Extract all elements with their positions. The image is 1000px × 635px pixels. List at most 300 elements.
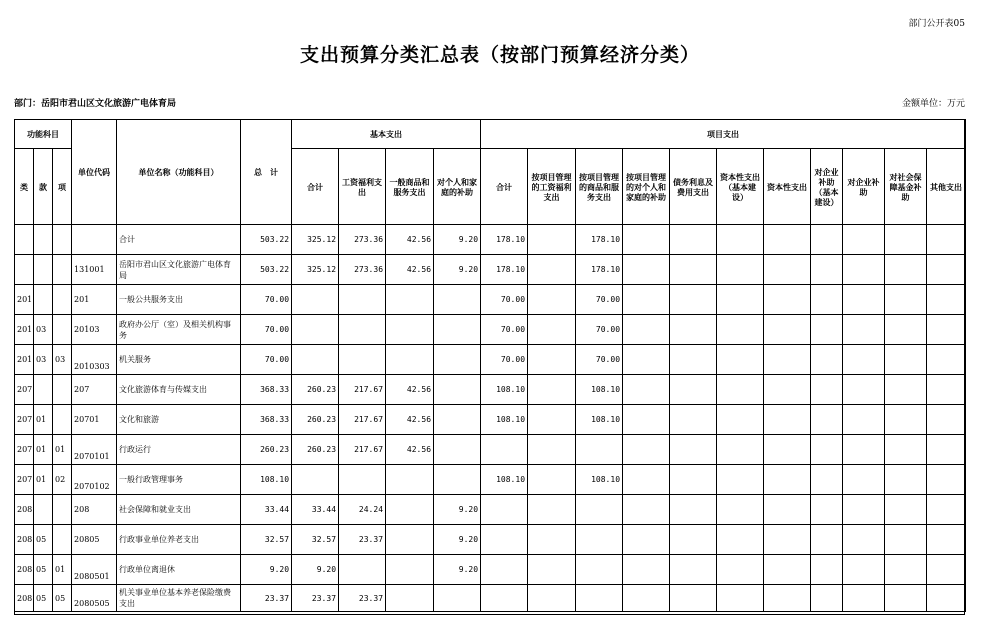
cell-project-social	[885, 315, 927, 345]
cell-project-capital-basic	[717, 375, 764, 405]
cell-kuan	[34, 255, 53, 285]
cell-project-enterprise	[843, 315, 885, 345]
cell-project-enterprise-basic	[811, 225, 843, 255]
cell-project-capital	[764, 345, 811, 375]
cell-unit-name: 社会保障和就业支出	[117, 495, 241, 525]
cell-xiang	[53, 225, 72, 255]
cell-basic-salary	[339, 555, 386, 585]
cell-basic-goods	[386, 315, 434, 345]
cell-basic-salary: 273.36	[339, 255, 386, 285]
cell-project-goods	[576, 555, 623, 585]
cell-basic-salary: 23.37	[339, 585, 386, 612]
cell-xiang: 01	[53, 555, 72, 585]
cell-project-capital-basic	[717, 465, 764, 495]
cell-project-enterprise	[843, 495, 885, 525]
cell-unit-name: 岳阳市君山区文化旅游广电体育局	[117, 255, 241, 285]
cell-basic-goods	[386, 555, 434, 585]
cell-basic-salary: 23.37	[339, 525, 386, 555]
cell-total: 33.44	[241, 495, 292, 525]
cell-project-personal	[623, 285, 670, 315]
cell-project-debt	[670, 375, 717, 405]
cell-project-social	[885, 555, 927, 585]
cell-project-capital	[764, 255, 811, 285]
cell-project-debt	[670, 585, 717, 612]
cell-project-enterprise	[843, 525, 885, 555]
header-project-expenditure: 项目支出	[481, 120, 966, 149]
header-project-enterprise: 对企业补助	[843, 149, 885, 225]
cell-basic-personal	[434, 405, 481, 435]
cell-project-personal	[623, 225, 670, 255]
header-basic-personal: 对个人和家庭的补助	[434, 149, 481, 225]
cell-project-other	[927, 495, 966, 525]
cell-project-salary	[528, 435, 576, 465]
cell-lei: 207	[15, 435, 34, 465]
cell-project-goods: 70.00	[576, 315, 623, 345]
cell-unit-code: 2080501	[72, 555, 117, 585]
cell-project-other	[927, 435, 966, 465]
cell-basic-goods	[386, 525, 434, 555]
cell-basic-personal	[434, 345, 481, 375]
cell-project-social	[885, 285, 927, 315]
header-unit-code: 单位代码	[72, 120, 117, 225]
cell-total: 503.22	[241, 225, 292, 255]
cell-total: 368.33	[241, 375, 292, 405]
cell-kuan	[34, 495, 53, 525]
cell-unit-code: 201	[72, 285, 117, 315]
cell-project-capital	[764, 285, 811, 315]
cell-project-personal	[623, 555, 670, 585]
cell-unit-name: 机关事业单位基本养老保险缴费支出	[117, 585, 241, 612]
header-lei: 类	[15, 149, 34, 225]
cell-project-debt	[670, 525, 717, 555]
cell-unit-name: 政府办公厅（室）及相关机构事务	[117, 315, 241, 345]
cell-project-capital	[764, 465, 811, 495]
cell-project-goods: 178.10	[576, 225, 623, 255]
cell-project-enterprise	[843, 435, 885, 465]
cell-total: 70.00	[241, 345, 292, 375]
cell-kuan	[34, 375, 53, 405]
cell-basic-sum	[292, 345, 339, 375]
cell-project-capital-basic	[717, 495, 764, 525]
cell-project-sum	[481, 435, 528, 465]
cell-project-capital	[764, 495, 811, 525]
cell-kuan	[34, 285, 53, 315]
cell-project-sum	[481, 495, 528, 525]
cell-total: 260.23	[241, 435, 292, 465]
cell-project-enterprise-basic	[811, 405, 843, 435]
cell-project-enterprise-basic	[811, 285, 843, 315]
cell-project-enterprise	[843, 405, 885, 435]
cell-project-other	[927, 525, 966, 555]
cell-project-other	[927, 585, 966, 612]
cell-project-debt	[670, 405, 717, 435]
cell-project-capital	[764, 435, 811, 465]
cell-basic-sum: 260.23	[292, 435, 339, 465]
cell-total: 70.00	[241, 315, 292, 345]
table-row	[15, 255, 966, 285]
cell-lei: 201	[15, 285, 34, 315]
cell-unit-code: 2070101	[72, 435, 117, 465]
header-basic-goods: 一般商品和服务支出	[386, 149, 434, 225]
cell-basic-sum: 260.23	[292, 405, 339, 435]
cell-total: 70.00	[241, 285, 292, 315]
header-project-social: 对社会保障基金补助	[885, 149, 927, 225]
cell-project-salary	[528, 495, 576, 525]
cell-project-sum: 70.00	[481, 285, 528, 315]
cell-project-social	[885, 345, 927, 375]
cell-project-social	[885, 405, 927, 435]
cell-project-sum	[481, 585, 528, 612]
cell-project-capital-basic	[717, 315, 764, 345]
cell-project-goods: 70.00	[576, 285, 623, 315]
cell-project-goods: 108.10	[576, 405, 623, 435]
cell-basic-goods: 42.56	[386, 405, 434, 435]
cell-xiang: 05	[53, 585, 72, 612]
cell-basic-sum: 9.20	[292, 555, 339, 585]
cell-project-debt	[670, 435, 717, 465]
cell-basic-sum	[292, 285, 339, 315]
cell-project-sum	[481, 555, 528, 585]
header-project-salary: 按项目管理的工资福利支出	[528, 149, 576, 225]
cell-project-debt	[670, 555, 717, 585]
table-row	[15, 345, 966, 375]
cell-project-social	[885, 375, 927, 405]
cell-total: 108.10	[241, 465, 292, 495]
cell-project-personal	[623, 465, 670, 495]
cell-kuan: 05	[34, 585, 53, 612]
cell-project-salary	[528, 225, 576, 255]
header-basic-sum: 合计	[292, 149, 339, 225]
cell-unit-name: 行政事业单位养老支出	[117, 525, 241, 555]
cell-unit-code	[72, 225, 117, 255]
cell-kuan: 01	[34, 435, 53, 465]
cell-project-capital	[764, 315, 811, 345]
cell-project-debt	[670, 495, 717, 525]
header-project-personal: 按项目管理的对个人和家庭的补助	[623, 149, 670, 225]
cell-kuan	[34, 225, 53, 255]
header-project-capital-basic: 资本性支出（基本建设）	[717, 149, 764, 225]
cell-lei: 207	[15, 405, 34, 435]
cell-lei: 201	[15, 315, 34, 345]
cell-project-debt	[670, 255, 717, 285]
cell-basic-salary	[339, 285, 386, 315]
cell-project-social	[885, 585, 927, 612]
cell-basic-goods: 42.56	[386, 225, 434, 255]
header-project-enterprise-basic: 对企业补助（基本建设）	[811, 149, 843, 225]
cell-basic-salary	[339, 345, 386, 375]
cell-project-enterprise-basic	[811, 435, 843, 465]
cell-project-goods: 108.10	[576, 465, 623, 495]
cell-project-capital	[764, 525, 811, 555]
cell-project-enterprise-basic	[811, 555, 843, 585]
cell-project-salary	[528, 585, 576, 612]
cell-unit-code: 20805	[72, 525, 117, 555]
cell-project-other	[927, 345, 966, 375]
header-func-subject: 功能科目	[15, 120, 72, 149]
table-row	[15, 555, 966, 585]
cell-project-other	[927, 465, 966, 495]
cell-basic-goods	[386, 585, 434, 612]
cell-xiang: 01	[53, 435, 72, 465]
cell-project-salary	[528, 405, 576, 435]
cell-kuan: 03	[34, 315, 53, 345]
cell-project-salary	[528, 345, 576, 375]
cell-basic-personal	[434, 585, 481, 612]
cell-basic-goods	[386, 495, 434, 525]
cell-basic-goods: 42.56	[386, 375, 434, 405]
cell-basic-personal	[434, 315, 481, 345]
cell-lei: 208	[15, 495, 34, 525]
header-project-other: 其他支出	[927, 149, 966, 225]
table-row	[15, 585, 966, 612]
table-row	[15, 465, 966, 495]
cell-project-enterprise-basic	[811, 495, 843, 525]
cell-xiang	[53, 315, 72, 345]
cell-project-goods: 70.00	[576, 345, 623, 375]
header-unit-name: 单位名称（功能科目）	[117, 120, 241, 225]
cell-basic-goods: 42.56	[386, 435, 434, 465]
cell-project-capital-basic	[717, 225, 764, 255]
table-row	[15, 405, 966, 435]
cell-xiang	[53, 495, 72, 525]
table-row	[15, 435, 966, 465]
cell-basic-sum: 23.37	[292, 585, 339, 612]
cell-project-enterprise-basic	[811, 375, 843, 405]
header-project-debt: 债务利息及费用支出	[670, 149, 717, 225]
cell-project-goods	[576, 525, 623, 555]
cell-xiang	[53, 405, 72, 435]
cell-project-enterprise	[843, 555, 885, 585]
cell-project-capital-basic	[717, 255, 764, 285]
cell-project-social	[885, 495, 927, 525]
cell-project-debt	[670, 315, 717, 345]
cell-project-other	[927, 315, 966, 345]
cell-project-capital-basic	[717, 555, 764, 585]
cell-project-debt	[670, 465, 717, 495]
form-number: 部门公开表05	[908, 19, 965, 29]
cell-project-sum: 70.00	[481, 315, 528, 345]
cell-basic-personal: 9.20	[434, 495, 481, 525]
cell-basic-personal: 9.20	[434, 525, 481, 555]
cell-basic-sum: 325.12	[292, 255, 339, 285]
header-basic-salary: 工资福利支出	[339, 149, 386, 225]
cell-project-sum	[481, 525, 528, 555]
table-row	[15, 225, 966, 255]
cell-unit-code: 131001	[72, 255, 117, 285]
header-project-sum: 合计	[481, 149, 528, 225]
cell-project-personal	[623, 525, 670, 555]
page-title: 支出预算分类汇总表（按部门预算经济分类）	[299, 44, 700, 66]
cell-project-enterprise-basic	[811, 315, 843, 345]
cell-basic-sum: 32.57	[292, 525, 339, 555]
cell-project-social	[885, 225, 927, 255]
cell-lei: 208	[15, 525, 34, 555]
cell-basic-salary: 217.67	[339, 435, 386, 465]
header-kuan: 款	[34, 149, 53, 225]
cell-project-enterprise	[843, 285, 885, 315]
table-row	[15, 525, 966, 555]
cell-project-capital	[764, 555, 811, 585]
cell-project-capital	[764, 225, 811, 255]
cell-xiang	[53, 255, 72, 285]
cell-project-goods: 108.10	[576, 375, 623, 405]
cell-total: 368.33	[241, 405, 292, 435]
cell-project-sum: 178.10	[481, 225, 528, 255]
cell-lei	[15, 225, 34, 255]
cell-project-capital-basic	[717, 285, 764, 315]
cell-kuan: 01	[34, 465, 53, 495]
header-xiang: 项	[53, 149, 72, 225]
cell-xiang	[53, 375, 72, 405]
cell-unit-code: 20701	[72, 405, 117, 435]
cell-basic-salary: 217.67	[339, 405, 386, 435]
cell-project-enterprise	[843, 345, 885, 375]
cell-project-personal	[623, 435, 670, 465]
cell-kuan: 03	[34, 345, 53, 375]
cell-xiang: 03	[53, 345, 72, 375]
cell-project-salary	[528, 315, 576, 345]
cell-lei	[15, 255, 34, 285]
cell-unit-code: 2070102	[72, 465, 117, 495]
cell-basic-sum: 325.12	[292, 225, 339, 255]
cell-project-salary	[528, 555, 576, 585]
cell-lei: 207	[15, 465, 34, 495]
cell-basic-personal: 9.20	[434, 225, 481, 255]
cell-kuan: 05	[34, 525, 53, 555]
cell-unit-name: 文化和旅游	[117, 405, 241, 435]
cell-unit-name: 文化旅游体育与传媒支出	[117, 375, 241, 405]
cell-unit-name: 一般行政管理事务	[117, 465, 241, 495]
cell-project-debt	[670, 225, 717, 255]
cell-project-capital-basic	[717, 405, 764, 435]
cell-project-social	[885, 435, 927, 465]
cell-project-salary	[528, 255, 576, 285]
cell-unit-name: 合计	[117, 225, 241, 255]
cell-project-debt	[670, 285, 717, 315]
header-total: 总 计	[241, 120, 292, 225]
cell-total: 32.57	[241, 525, 292, 555]
cell-project-enterprise	[843, 255, 885, 285]
cell-basic-salary	[339, 465, 386, 495]
cell-basic-salary	[339, 315, 386, 345]
cell-project-enterprise-basic	[811, 465, 843, 495]
cell-basic-goods	[386, 285, 434, 315]
cell-total: 9.20	[241, 555, 292, 585]
cell-basic-personal: 9.20	[434, 555, 481, 585]
cell-basic-goods	[386, 345, 434, 375]
cell-project-enterprise	[843, 375, 885, 405]
cell-kuan: 05	[34, 555, 53, 585]
cell-total: 23.37	[241, 585, 292, 612]
cell-basic-goods: 42.56	[386, 255, 434, 285]
cell-project-goods	[576, 435, 623, 465]
cell-project-personal	[623, 585, 670, 612]
cell-xiang: 02	[53, 465, 72, 495]
cell-project-social	[885, 465, 927, 495]
table-row	[15, 375, 966, 405]
cell-project-other	[927, 285, 966, 315]
cell-unit-code: 20103	[72, 315, 117, 345]
header-project-capital: 资本性支出	[764, 149, 811, 225]
cell-project-capital	[764, 405, 811, 435]
cell-project-salary	[528, 465, 576, 495]
cell-kuan: 01	[34, 405, 53, 435]
cell-project-personal	[623, 405, 670, 435]
cell-project-sum: 108.10	[481, 375, 528, 405]
cell-basic-sum	[292, 315, 339, 345]
cell-unit-name: 一般公共服务支出	[117, 285, 241, 315]
cell-unit-name: 行政运行	[117, 435, 241, 465]
cell-project-personal	[623, 375, 670, 405]
cell-project-enterprise	[843, 465, 885, 495]
cell-project-capital-basic	[717, 435, 764, 465]
cell-project-personal	[623, 345, 670, 375]
cell-basic-personal	[434, 285, 481, 315]
cell-project-other	[927, 405, 966, 435]
cell-xiang	[53, 525, 72, 555]
cell-project-capital	[764, 375, 811, 405]
cell-basic-salary: 24.24	[339, 495, 386, 525]
cell-project-enterprise-basic	[811, 345, 843, 375]
cell-project-enterprise-basic	[811, 255, 843, 285]
cell-project-goods	[576, 495, 623, 525]
cell-basic-sum	[292, 465, 339, 495]
cell-project-enterprise	[843, 225, 885, 255]
cell-unit-code: 208	[72, 495, 117, 525]
cell-unit-code: 207	[72, 375, 117, 405]
cell-basic-goods	[386, 465, 434, 495]
cell-project-enterprise-basic	[811, 585, 843, 612]
cell-unit-name: 行政单位离退休	[117, 555, 241, 585]
cell-lei: 207	[15, 375, 34, 405]
cell-project-salary	[528, 525, 576, 555]
cell-project-goods	[576, 585, 623, 612]
cell-basic-personal	[434, 435, 481, 465]
cell-project-debt	[670, 345, 717, 375]
department-label: 部门：岳阳市君山区文化旅游广电体育局	[14, 99, 177, 109]
cell-xiang	[53, 285, 72, 315]
cell-basic-personal	[434, 375, 481, 405]
cell-project-enterprise-basic	[811, 525, 843, 555]
cell-project-personal	[623, 495, 670, 525]
cell-lei: 208	[15, 555, 34, 585]
cell-basic-personal	[434, 465, 481, 495]
table-row	[15, 315, 966, 345]
header-project-goods: 按项目管理的商品和服务支出	[576, 149, 623, 225]
header-basic-expenditure: 基本支出	[292, 120, 481, 149]
cell-project-sum: 108.10	[481, 405, 528, 435]
cell-project-capital-basic	[717, 525, 764, 555]
cell-project-salary	[528, 375, 576, 405]
cell-basic-personal: 9.20	[434, 255, 481, 285]
cell-project-personal	[623, 255, 670, 285]
cell-project-other	[927, 255, 966, 285]
cell-lei: 208	[15, 585, 34, 612]
cell-unit-code: 2010303	[72, 345, 117, 375]
cell-project-other	[927, 225, 966, 255]
cell-project-goods: 178.10	[576, 255, 623, 285]
cell-project-personal	[623, 315, 670, 345]
table-row	[15, 285, 966, 315]
cell-lei: 201	[15, 345, 34, 375]
cell-basic-salary: 273.36	[339, 225, 386, 255]
amount-unit-label: 金额单位：万元	[901, 99, 965, 109]
table-row	[15, 495, 966, 525]
cell-total: 503.22	[241, 255, 292, 285]
cell-basic-salary: 217.67	[339, 375, 386, 405]
cell-project-enterprise	[843, 585, 885, 612]
cell-unit-code: 2080505	[72, 585, 117, 612]
